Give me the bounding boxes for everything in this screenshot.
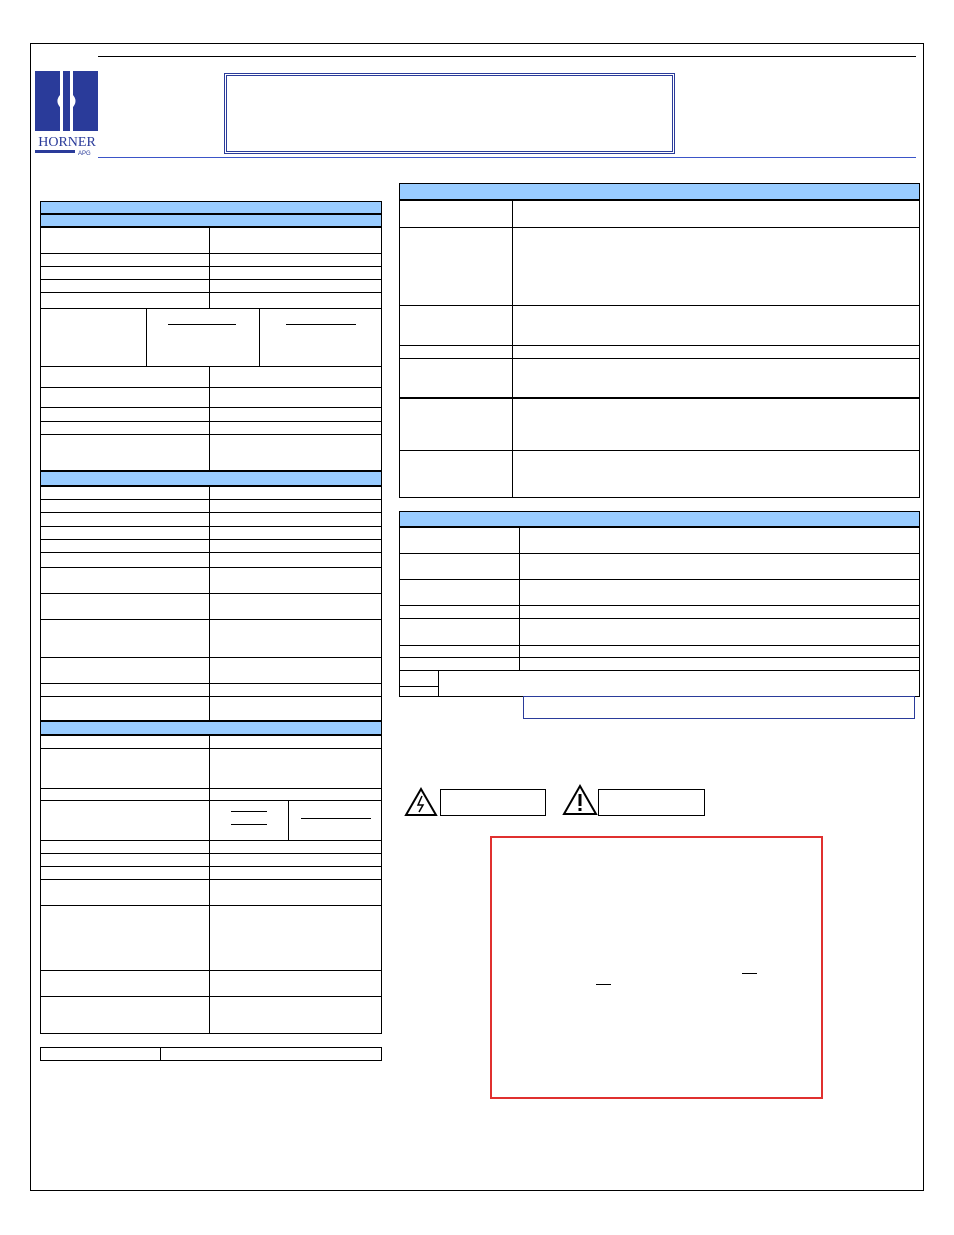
right-section-1-header (399, 183, 920, 200)
electric-shock-warning-label (440, 789, 546, 816)
left-section-1-table (40, 227, 382, 471)
right-section-2-table (399, 527, 920, 697)
logo-brand-text: HORNER (38, 135, 96, 150)
general-warning-icon (562, 784, 598, 816)
safety-notice-box (490, 836, 823, 1099)
right-section-1-table (399, 200, 920, 498)
header-rule (98, 56, 916, 57)
electric-shock-warning-icon (404, 787, 438, 817)
left-section-3-header (40, 721, 382, 735)
left-section-2-header (40, 471, 382, 486)
right-section-2-header (399, 511, 920, 527)
link-box[interactable] (523, 696, 915, 719)
logo-sub-text: APG (78, 151, 91, 157)
left-section-1-subheader (40, 214, 382, 227)
header-blue-rule (98, 157, 916, 158)
left-section-3-table (40, 735, 382, 1034)
title-box (224, 73, 675, 154)
left-footer-table (40, 1047, 382, 1061)
left-section-1-header (40, 201, 382, 214)
horner-logo (34, 71, 99, 158)
document-title (227, 76, 672, 151)
left-section-2-table (40, 486, 382, 721)
general-warning-label (598, 789, 705, 816)
